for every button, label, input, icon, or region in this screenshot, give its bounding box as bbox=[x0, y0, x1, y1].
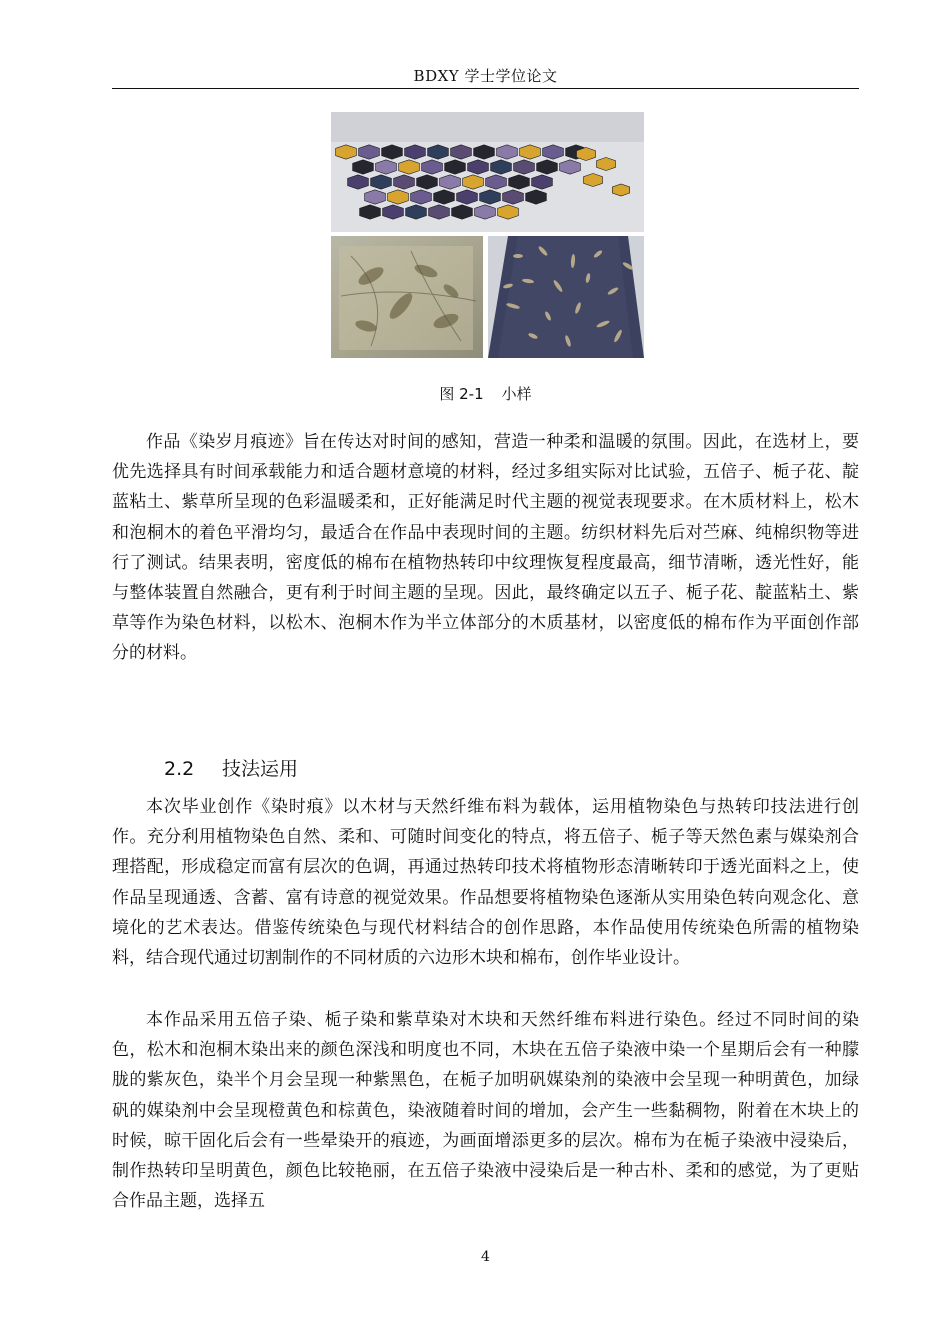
figure-caption bbox=[112, 383, 859, 405]
photo-icon bbox=[331, 112, 644, 232]
photo-icon bbox=[488, 236, 644, 358]
paragraph-dyeing-process: 本作品采用五倍子染、栀子染和紫草染对木块和天然纤维布料进行染色。经过不同时间的染色，松木和泡桐木染出来的颜色深浅和明度也不同，木块在五倍子染液中染一个星期后会有一种朦胧的紫灰色，染半个月会呈现一种紫黑色，在栀子加明矾媒染剂的染液中会呈现一种明黄色，加绿矾的媒染剂中会呈现橙黄色和棕黄色，染液随着时间的增加，会产生一些黏稠物，附着在木块上的时候，晾干固化后会有一些晕染开的痕迹，为画面增添更多的层次。棉布为在栀子染液中浸染后，制作热转印呈明黄色，颜色比较艳丽，在五倍子染液中浸染后是一种古朴、柔和的感觉，为了更贴合作品主题，选择五 bbox=[112, 1010, 859, 1212]
page-number: 4 bbox=[481, 1249, 490, 1265]
figure-2-1 bbox=[331, 112, 644, 358]
section-title: 技法运用 bbox=[222, 758, 299, 780]
paragraph-materials: 作品《染岁月痕迹》旨在传达对时间的感知，营造一种柔和温暖的氛围。因此，在选材上，要优先选择具有时间承载能力和适合题材意境的材料，经过多组实际对比试验，五倍子、栀子花、靛蓝粘土、紫草所呈现的色彩温暖柔和，正好能满足时代主题的视觉表现要求。在木质材料上，松木和泡桐木的着色平滑均匀，最适合在作品中表现时间的主题。纺织材料先后对苎麻、纯棉织物等进行了测试。结果表明，密度低的棉布在植物热转印中纹理恢复程度最高，细节清晰，透光性好，能与整体装置自然融合，更有利于时间主题的呈现。因此，最终确定以五子、栀子花、靛蓝粘土、紫草等作为染色材料，以松木、泡桐木作为半立体部分的木质基材，以密度低的棉布作为平面创作部分的材料。 bbox=[112, 432, 859, 664]
photo-icon bbox=[331, 236, 483, 358]
section-heading bbox=[164, 756, 298, 782]
section-number: 2.2 bbox=[164, 758, 195, 780]
header-rule bbox=[112, 88, 859, 89]
translucent-fabric-print-photo bbox=[331, 236, 483, 358]
dark-fabric-leaf-print-photo bbox=[488, 236, 644, 358]
figure-caption-text: 小样 bbox=[501, 385, 532, 403]
paragraph-technique: 本次毕业创作《染时痕》以木材与天然纤维布料为载体，运用植物染色与热转印技法进行创作。充分利用植物染色自然、柔和、可随时间变化的特点，将五倍子、栀子等天然色素与媒染剂合理搭配，形成稳定而富有层次的色调，再通过热转印技术将植物形态清晰转印于透光面料之上，使作品呈现通透、含蓄、富有诗意的视觉效果。作品想要将植物染色逐渐从实用染色转向观念化、意境化的艺术表达。借鉴传统染色与现代材料结合的创作思路，本作品使用传统染色所需的植物染料，结合现代通过切割制作的不同材质的六边形木块和棉布，创作毕业设计。 bbox=[112, 797, 859, 969]
hexagon-wood-blocks-photo bbox=[331, 112, 644, 232]
figure-number: 图 2-1 bbox=[439, 385, 484, 403]
running-header: BDXY 学士学位论文 bbox=[413, 67, 558, 85]
